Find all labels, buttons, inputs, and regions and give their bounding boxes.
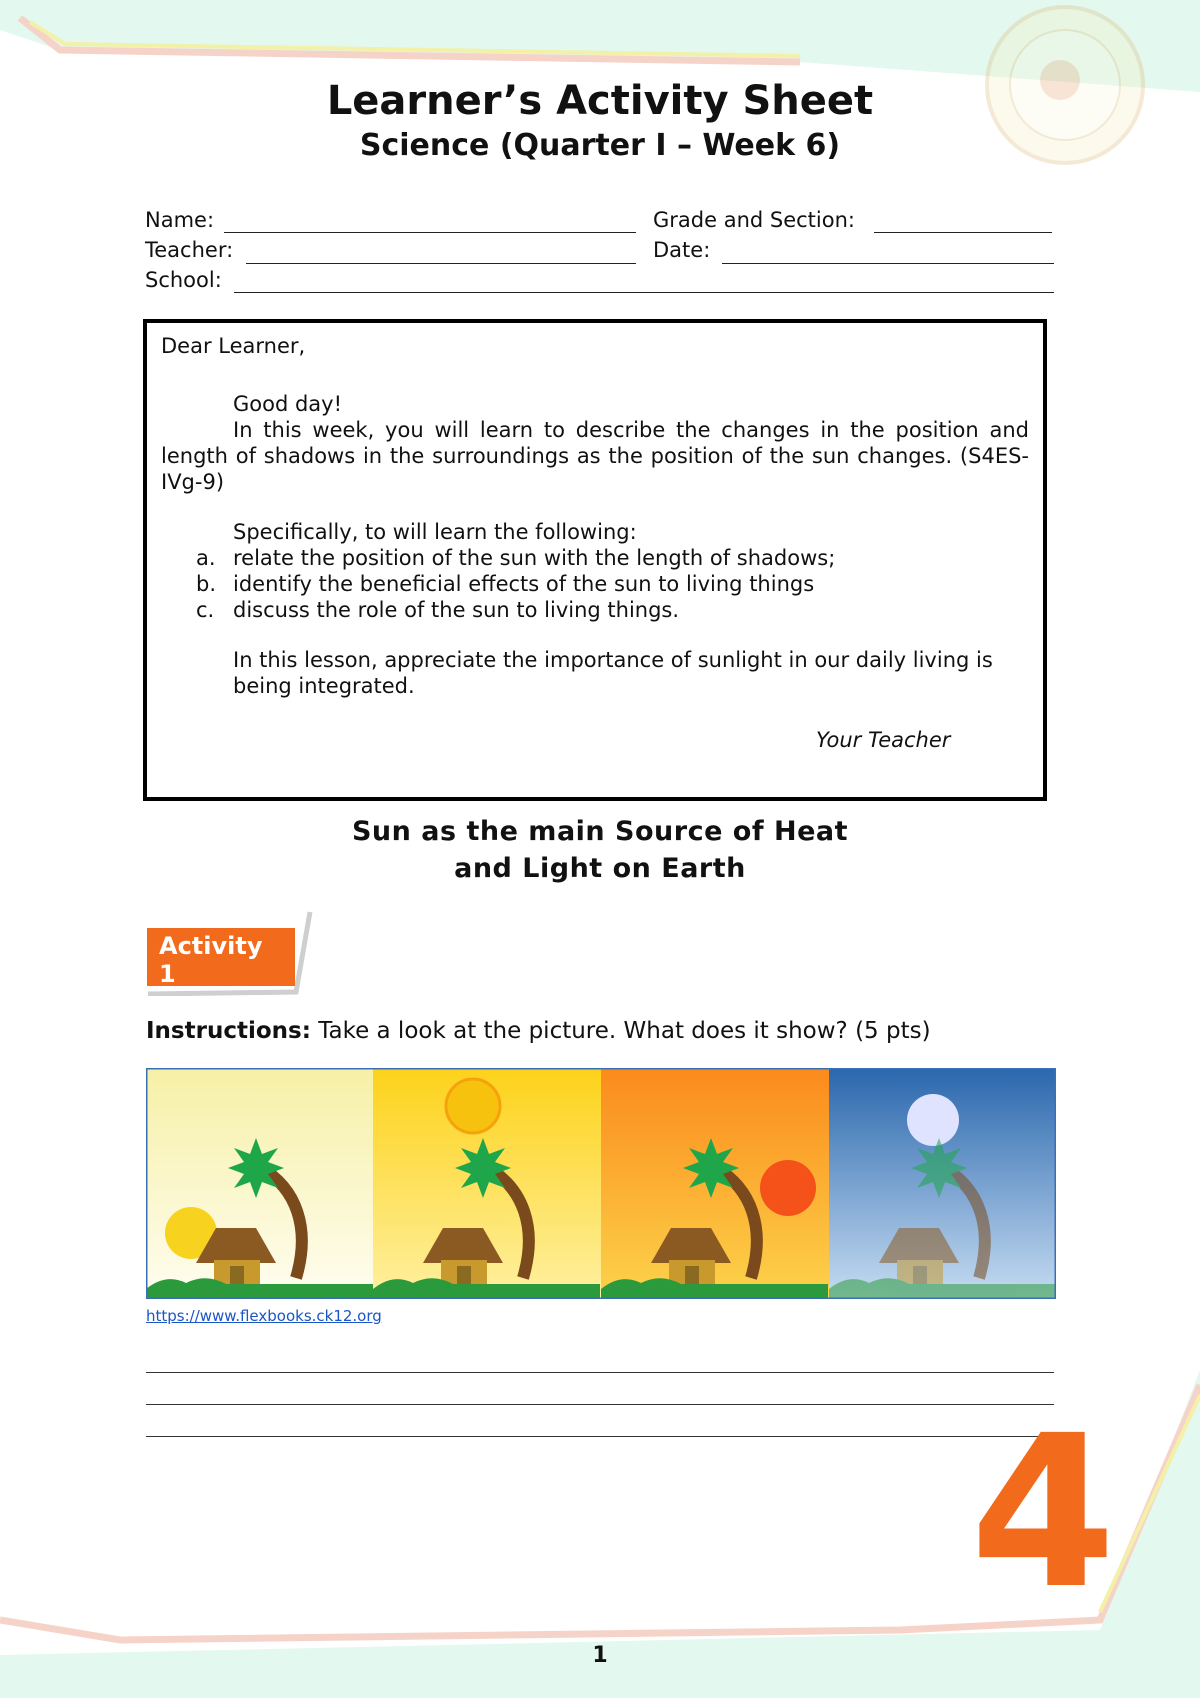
activity-badge: Activity 1: [147, 928, 295, 986]
school-label: School:: [145, 268, 222, 292]
letter-signature: Your Teacher: [816, 728, 951, 752]
grade-section-label: Grade and Section:: [653, 208, 855, 232]
list-item: c. discuss the role of the sun to living things.: [196, 598, 680, 622]
letter-integration: In this lesson, appreciate the importance of sunlight in our daily living is being integrated.: [233, 648, 993, 698]
name-field[interactable]: [224, 232, 636, 233]
instructions-label: Instructions:: [146, 1018, 311, 1044]
letter-greeting: Dear Learner,: [161, 334, 306, 358]
instructions-text: Take a look at the picture. What does it show? (5 pts): [318, 1018, 931, 1044]
objectives-list: [161, 545, 1029, 623]
sheet-title: Learner’s Activity Sheet: [326, 78, 874, 124]
answer-line[interactable]: [146, 1372, 1054, 1373]
teacher-label: Teacher:: [145, 238, 234, 262]
page-number: 1: [592, 1643, 608, 1668]
source-link[interactable]: https://www.flexbooks.ck12.org: [146, 1307, 382, 1325]
answer-line[interactable]: [146, 1436, 1054, 1437]
date-field[interactable]: [722, 263, 1054, 264]
letter-good-day: Good day!: [233, 392, 343, 416]
sheet-subtitle: Science (Quarter I – Week 6): [359, 128, 841, 163]
answer-line[interactable]: [146, 1404, 1054, 1405]
instructions: [146, 1018, 931, 1044]
lesson-title: Sun as the main Source of Heat and Light on Earth: [351, 816, 849, 884]
grade-number: 4: [970, 1390, 1117, 1635]
list-item: b. identify the beneficial effects of the sun to living things: [196, 572, 815, 596]
teacher-field[interactable]: [246, 263, 636, 264]
letter-specifically: Specifically, to will learn the following:: [233, 520, 637, 544]
list-item: a. relate the position of the sun with the length of shadows;: [196, 546, 836, 570]
letter-intro: In this week, you will learn to describe the changes in the position and length of shadows in the surroundings as the position of the sun changes. (S4ES-IVg-9): [161, 418, 1029, 494]
date-label: Date:: [653, 238, 711, 262]
grade-section-field[interactable]: [874, 232, 1052, 233]
name-label: Name:: [145, 208, 215, 232]
sun-position-illustration: [146, 1068, 1056, 1299]
school-field[interactable]: [234, 292, 1054, 293]
teacher-letter-box: [143, 319, 1047, 801]
